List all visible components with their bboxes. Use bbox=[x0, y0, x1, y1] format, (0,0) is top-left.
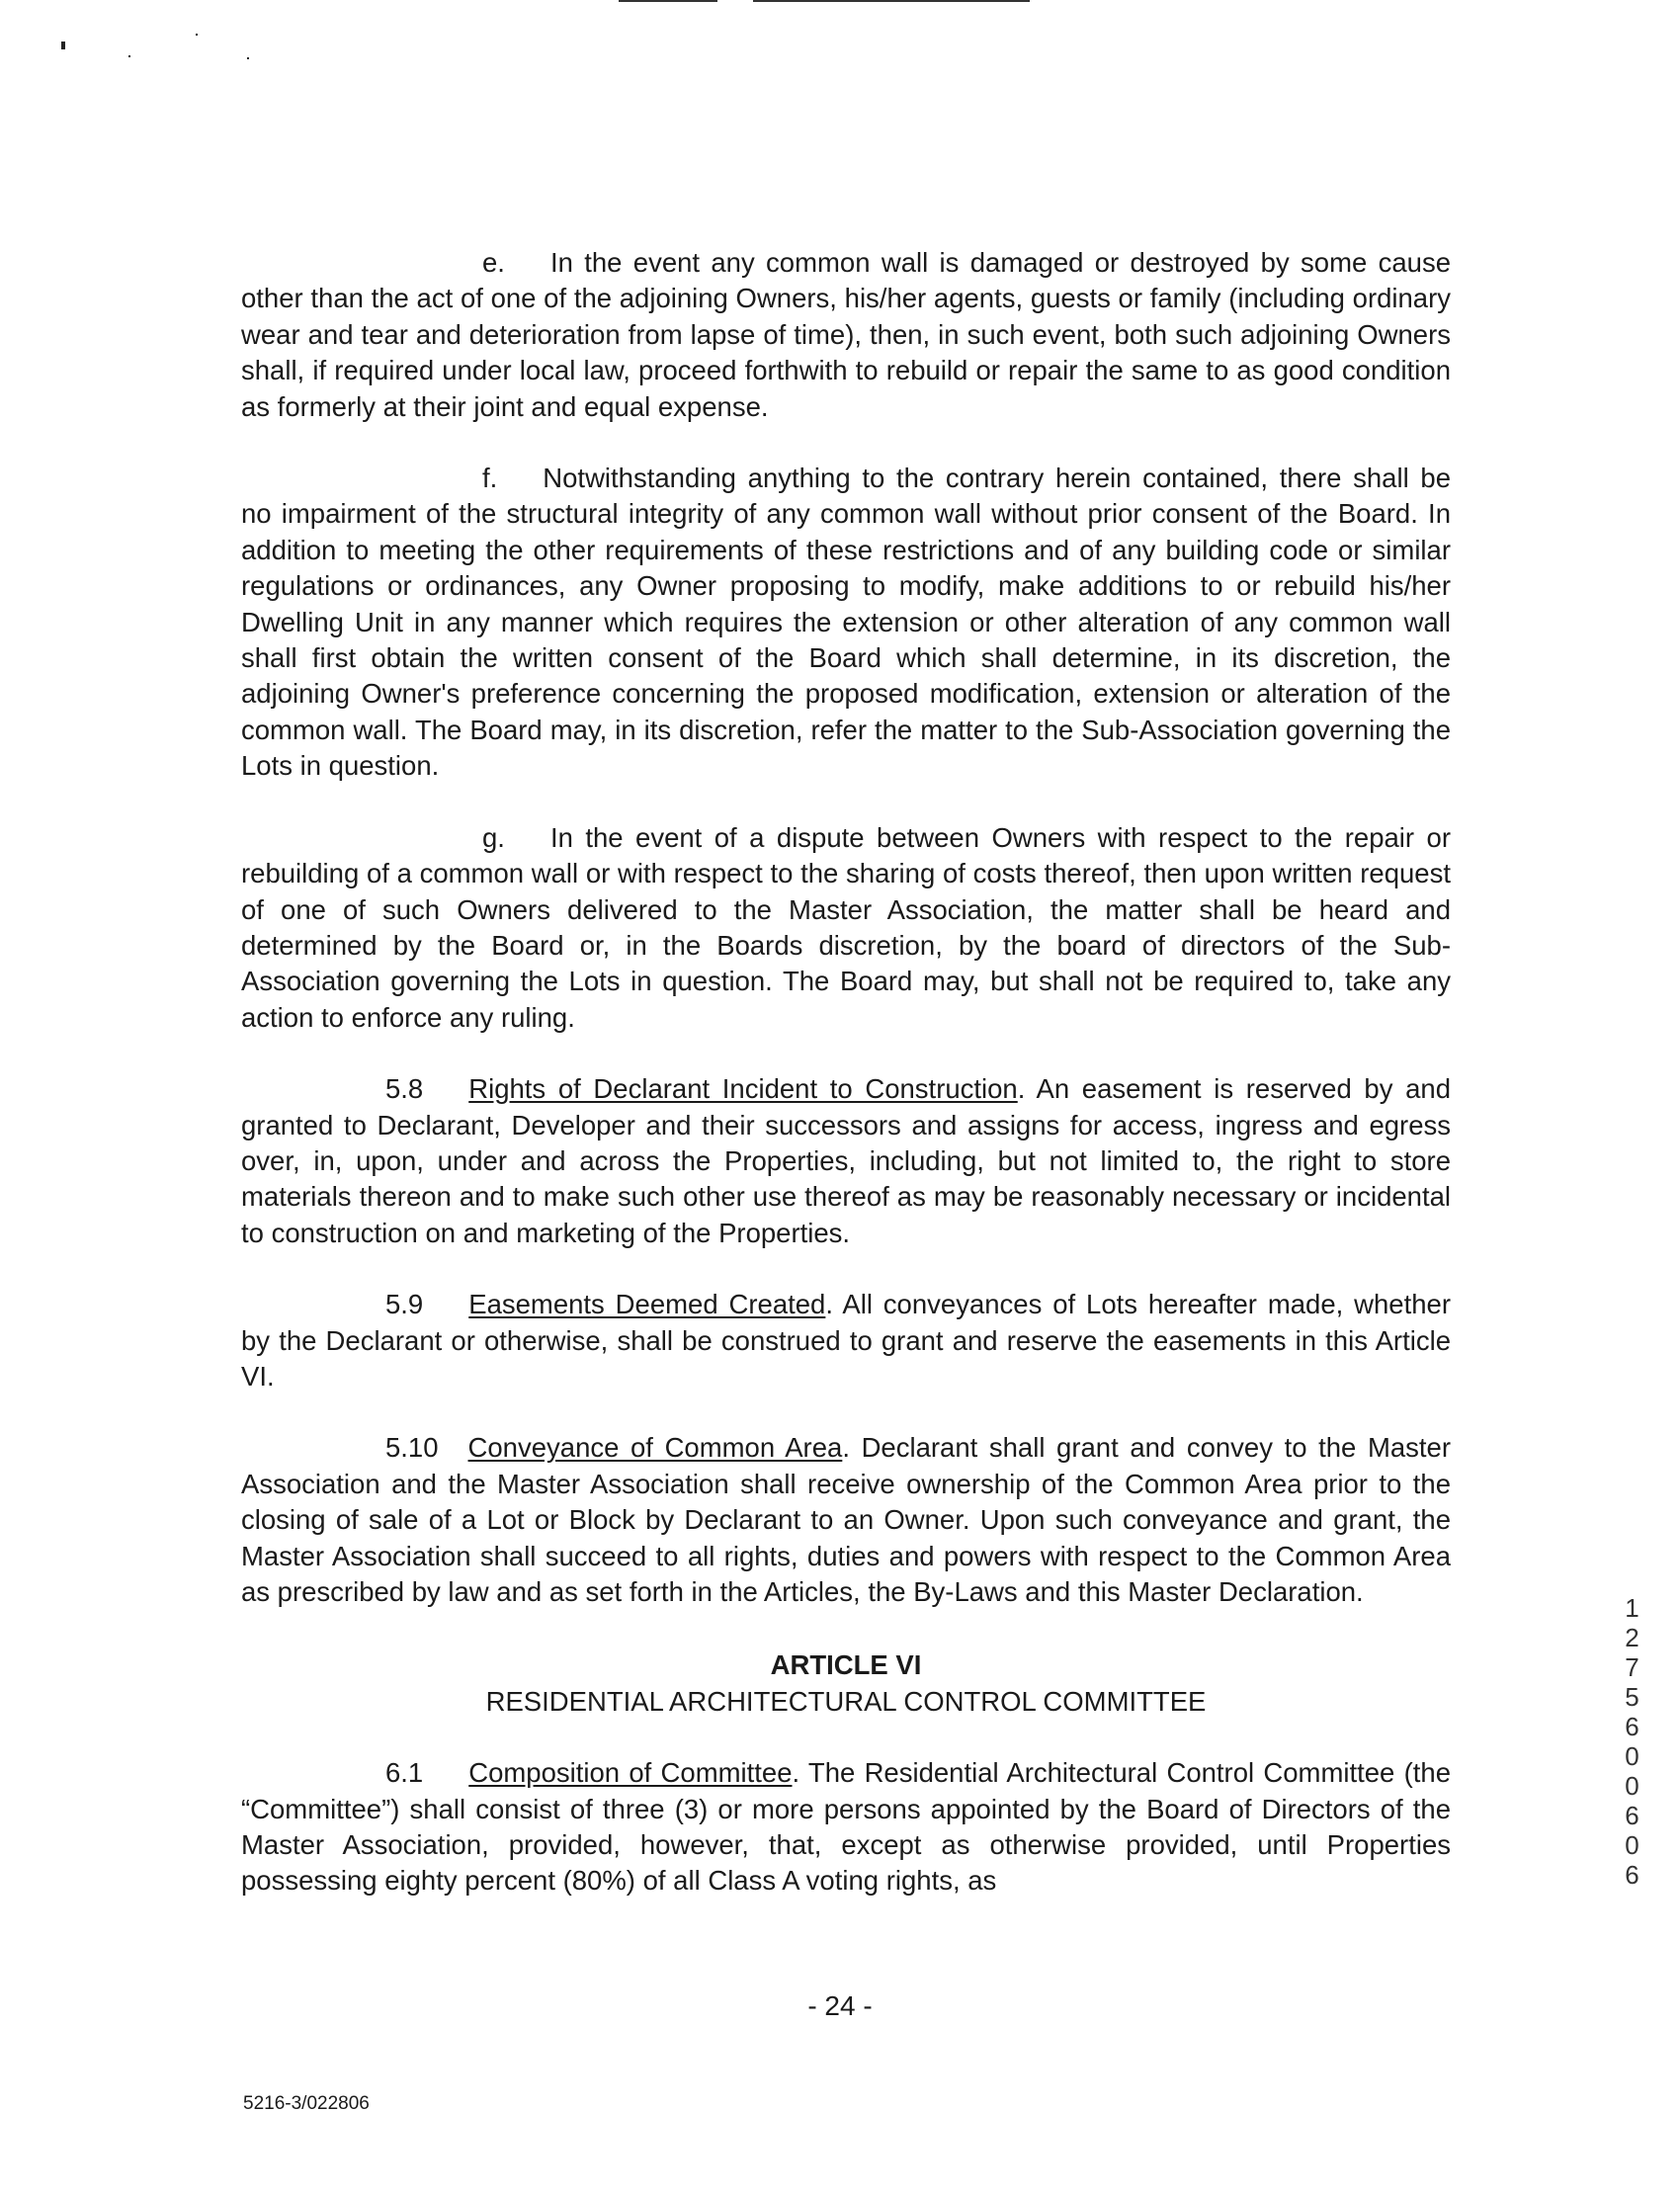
section-heading: Conveyance of Common Area bbox=[467, 1432, 843, 1464]
scan-speck bbox=[128, 55, 130, 57]
paragraph-label: f. bbox=[482, 463, 498, 494]
section-number: 6.1 bbox=[385, 1757, 424, 1789]
paragraph-g bbox=[241, 820, 1451, 1036]
section-number: 5.9 bbox=[385, 1289, 424, 1320]
scan-speck bbox=[247, 57, 249, 59]
paragraph-label: g. bbox=[482, 821, 505, 853]
section-text: . The Residential Architectural Control Committee (the “Committee”) shall consist of three (3) or more persons appointed by the Board of Directors of the Master Association, provided, however, that, except as otherwise provided, until Properties possessing eighty percent (80%) of all Class A voting rights, as bbox=[241, 1757, 1451, 1897]
section-heading: Rights of Declarant Incident to Construction bbox=[468, 1073, 1018, 1105]
document-code: 5216-3/022806 bbox=[243, 2093, 370, 2114]
scan-top-rule-right bbox=[753, 0, 1030, 2]
section-5-9 bbox=[241, 1287, 1451, 1394]
section-text: . Declarant shall grant and convey to the Master Association and the Master Association shall receive ownership of the Common Area prior to the closing of sale of a Lot or Block by Declarant to an Owner. Upon such conveyance and grant, the Master Association shall succeed to all rights, duties and powers with respect to the Common Area as prescribed by law and as set forth in the Articles, the By-Laws and this Master Declaration. bbox=[241, 1432, 1452, 1607]
section-6-1 bbox=[241, 1755, 1451, 1900]
paragraph-text: In the event any common wall is damaged or destroyed by some cause other than the act of one of the adjoining Owners, his/her agents, guests or family (including ordinary wear and tear and deterioration from lapse of time), then, in such event, both such adjoining Owners shall, if required under local law, proceed forthwith to rebuild or repair the same to as good condition as formerly at their joint and equal expense. bbox=[241, 247, 1451, 422]
section-heading: Easements Deemed Created bbox=[468, 1289, 826, 1320]
section-text: . All conveyances of Lots hereafter made, whether by the Declarant or otherwise, shall be construed to grant and reserve the easements in this Article VI. bbox=[241, 1289, 1451, 1392]
section-5-8 bbox=[241, 1071, 1451, 1251]
section-heading: Composition of Committee bbox=[468, 1757, 793, 1789]
section-5-10 bbox=[241, 1430, 1451, 1610]
paragraph-f bbox=[241, 461, 1451, 785]
paragraph-text: In the event of a dispute between Owners with respect to the repair or rebuilding of a common wall or with respect to the sharing of costs thereof, then upon written request of one of such Owners delivered to the Master Association, the matter shall be heard and determined by the Board or, in the Boards discretion, by the board of directors of the Sub-Association governing the Lots in question. The Board may, but shall not be required to, take any action to enforce any ruling. bbox=[241, 821, 1451, 1033]
scan-top-rule-left bbox=[619, 0, 717, 2]
scan-speck bbox=[196, 34, 198, 36]
article-number: ARTICLE VI bbox=[770, 1649, 922, 1681]
recording-stamp bbox=[1617, 1593, 1647, 1890]
article-title: RESIDENTIAL ARCHITECTURAL CONTROL COMMITTEE bbox=[485, 1685, 1207, 1717]
scan-speck bbox=[61, 42, 65, 49]
document-body bbox=[241, 245, 1451, 1935]
stamp-line-1: 12756 bbox=[1617, 1593, 1647, 1741]
section-text: . An easement is reserved by and granted to Declarant, Developer and their successors and assigns for access, ingress and egress over, in, upon, under and across the Properties, including, but not limited to, the right to store materials thereon and to make such other use thereof as may be reasonably necessary or incidental to construction on and marketing of the Properties. bbox=[241, 1073, 1451, 1248]
section-number: 5.8 bbox=[385, 1073, 424, 1105]
paragraph-text: Notwithstanding anything to the contrary herein contained, there shall be no impairment of the structural integrity of any common wall without prior consent of the Board. In addition to meeting the other requirements of these restrictions and of any building code or similar regulations or ordinances, any Owner proposing to modify, make additions to or rebuild his/her Dwelling Unit in any manner which requires the extension or other alteration of any common wall shall first obtain the written consent of the Board which shall determine, in its discretion, the adjoining Owner's preference concerning the proposed modification, extension or alteration of the common wall. The Board may, in its discretion, refer the matter to the Sub-Association governing the Lots in question. bbox=[241, 463, 1451, 782]
paragraph-e bbox=[241, 245, 1451, 425]
section-number: 5.10 bbox=[385, 1432, 439, 1464]
paragraph-label: e. bbox=[482, 247, 505, 278]
stamp-line-2: 00606 bbox=[1617, 1741, 1647, 1890]
page-number: - 24 - bbox=[807, 1990, 873, 2021]
